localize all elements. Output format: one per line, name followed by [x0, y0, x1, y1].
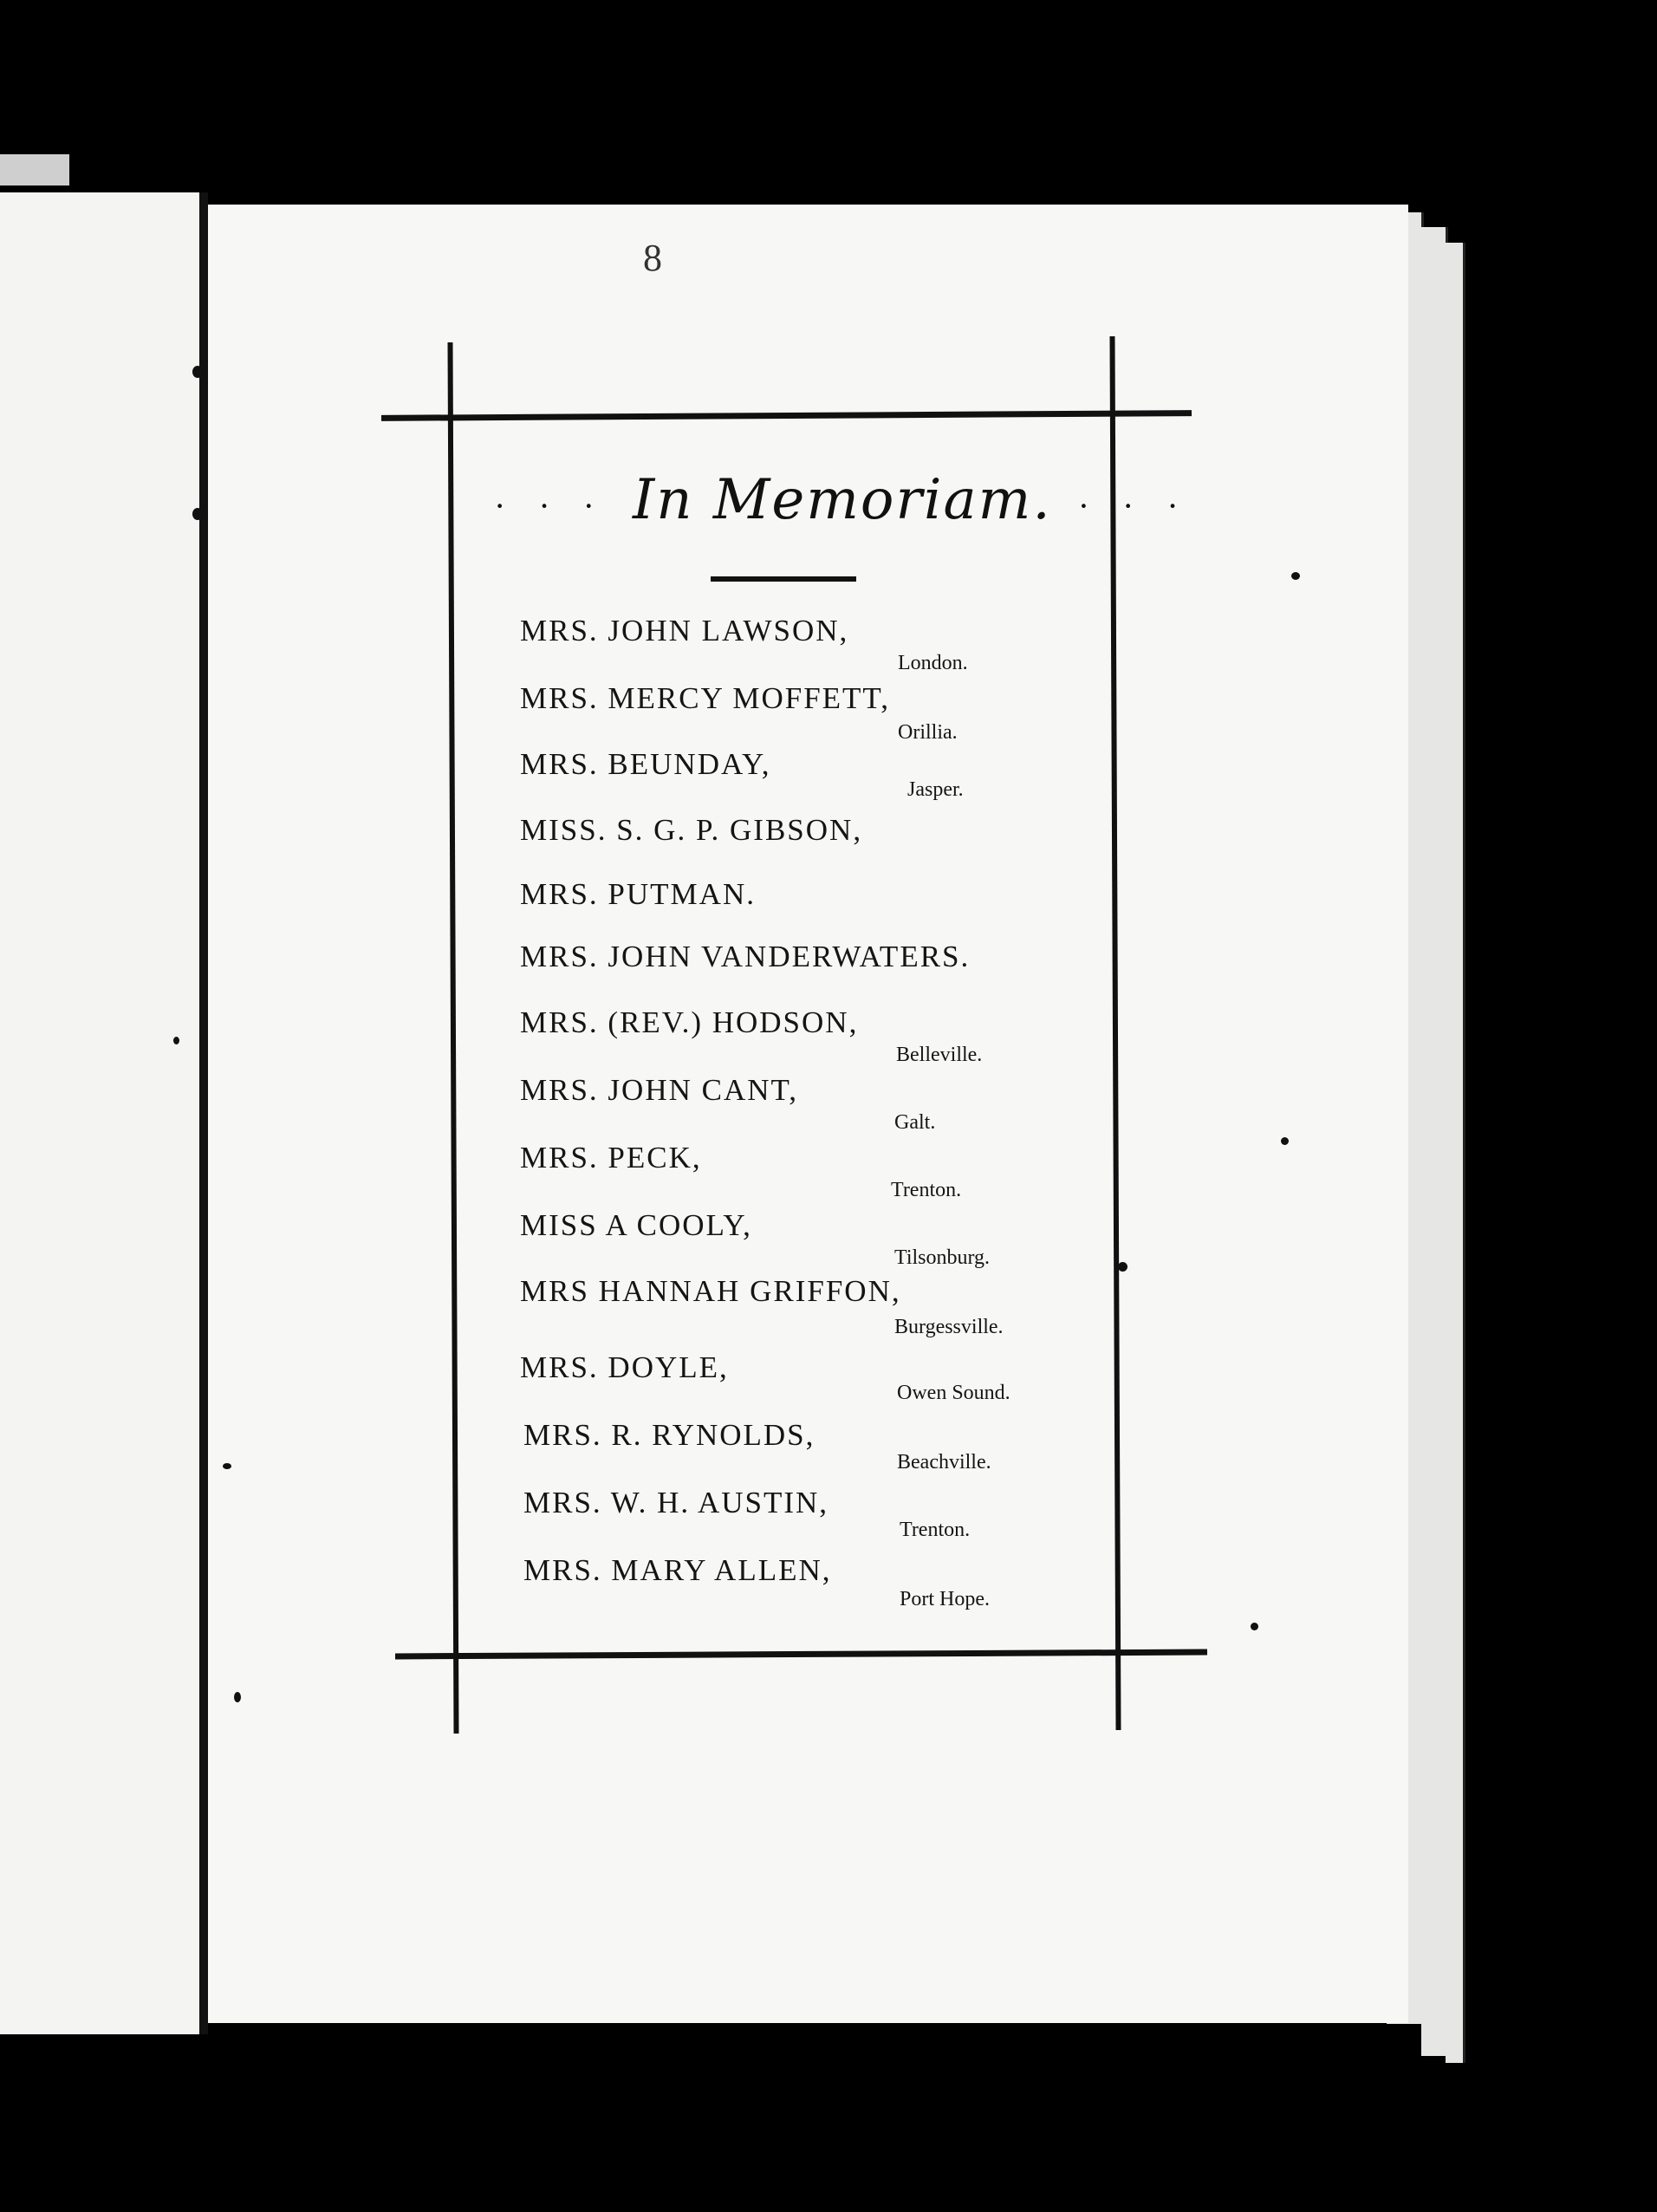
entry-place: Trenton. — [900, 1519, 971, 1541]
entry-name: MRS. MERCY MOFFETT, — [520, 681, 890, 715]
memorial-entry — [520, 1005, 1057, 1075]
entry-place: Tilsonburg. — [894, 1246, 991, 1269]
ink-speck — [223, 1463, 231, 1469]
ink-speck — [1251, 1623, 1258, 1630]
memorial-entry — [520, 940, 1057, 1009]
ink-speck — [1291, 572, 1300, 580]
page-edge — [1446, 243, 1465, 2063]
title-dots-left: · · · — [494, 485, 607, 525]
left-page-edge-strip — [0, 154, 69, 185]
memorial-entry — [520, 1418, 1057, 1487]
entry-name: MRS. PUTMAN. — [520, 877, 756, 911]
page-title — [494, 468, 1191, 532]
entry-name: MRS. JOHN CANT, — [520, 1073, 799, 1107]
entry-place: Galt. — [894, 1111, 936, 1134]
entry-place: Orillia. — [898, 721, 958, 744]
page-number: 8 — [643, 237, 662, 279]
entry-place: Owen Sound. — [897, 1382, 1010, 1404]
entry-name: MRS. MARY ALLEN, — [523, 1553, 832, 1587]
binding-hole — [192, 508, 203, 520]
entry-place: Trenton. — [891, 1179, 962, 1201]
memorial-entry — [520, 614, 1057, 683]
ink-speck — [1281, 1137, 1289, 1145]
entry-name: MRS. BEUNDAY, — [520, 747, 771, 781]
entry-name: MRS. DOYLE, — [520, 1350, 729, 1384]
entry-name: MRS. (REV.) HODSON, — [520, 1005, 859, 1039]
memorial-entry — [520, 813, 1057, 882]
memorial-entry — [520, 1350, 1057, 1420]
entry-place: Jasper. — [907, 778, 964, 801]
memorial-entry — [520, 1073, 1057, 1142]
entry-place: Beachville. — [897, 1451, 991, 1474]
entry-place: Port Hope. — [900, 1588, 990, 1610]
ink-speck — [1118, 1262, 1127, 1272]
memorial-entry — [520, 1553, 1057, 1623]
memorial-entry — [520, 681, 1057, 751]
entry-name: MRS. JOHN VANDERWATERS. — [520, 940, 971, 973]
binding-hole — [192, 366, 203, 378]
memorial-entry — [520, 1141, 1057, 1210]
entry-name: MISS A COOLY, — [520, 1208, 752, 1242]
title-text: In Memoriam. — [632, 468, 1052, 532]
left-page — [0, 192, 208, 2034]
entry-name: MRS. R. RYNOLDS, — [523, 1418, 816, 1452]
entry-name: MRS. JOHN LAWSON, — [520, 614, 849, 647]
page-edge — [1421, 227, 1448, 2056]
entry-place: Belleville. — [896, 1044, 983, 1066]
entry-name: MISS. S. G. P. GIBSON, — [520, 813, 863, 847]
ink-speck — [173, 1037, 179, 1044]
entry-name: MRS. PECK, — [520, 1141, 702, 1174]
ink-speck — [234, 1692, 241, 1702]
memorial-entry — [520, 1274, 1057, 1343]
memorial-entry — [520, 1486, 1057, 1555]
title-dots-right: · · · — [1077, 485, 1191, 525]
memorial-entry — [520, 1208, 1057, 1278]
memorial-entry — [520, 747, 1057, 816]
entry-place: London. — [898, 652, 968, 674]
entry-name: MRS. W. H. AUSTIN, — [523, 1486, 829, 1519]
entry-place: Burgessville. — [894, 1316, 1004, 1338]
memorial-entry — [520, 877, 1057, 947]
title-underline — [711, 576, 856, 582]
entry-name: MRS HANNAH GRIFFON, — [520, 1274, 901, 1308]
